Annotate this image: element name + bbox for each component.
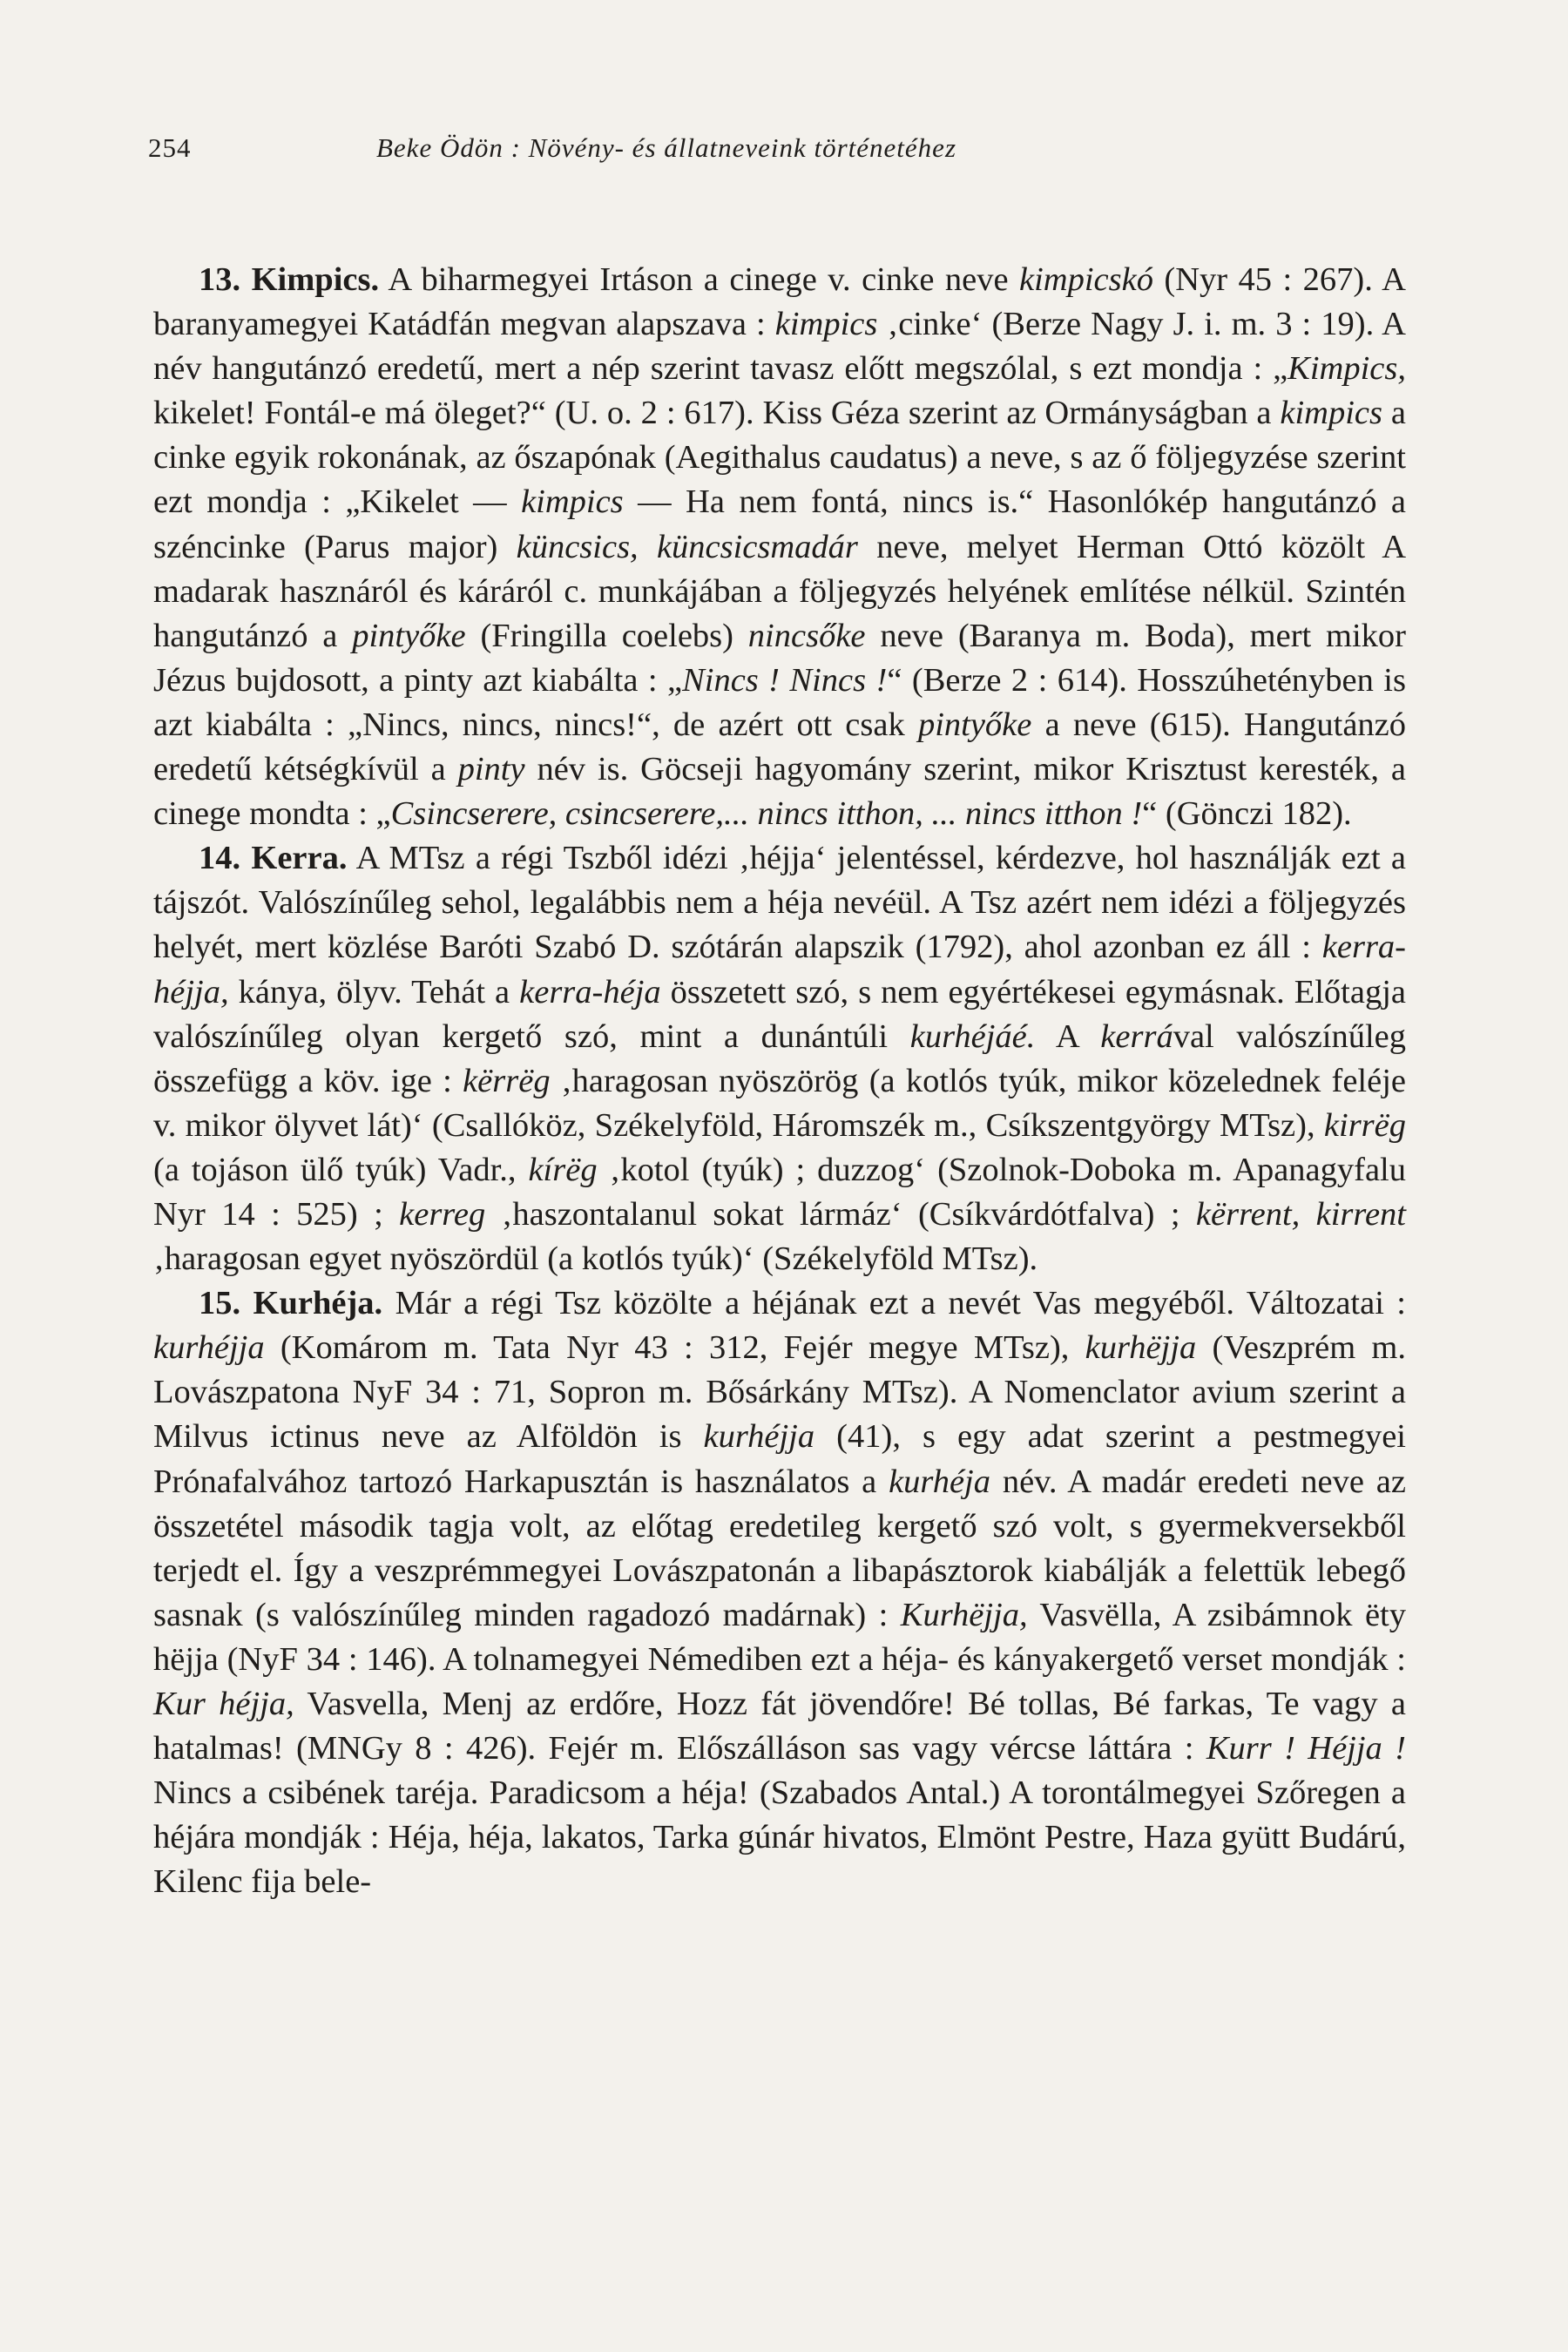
italic-term: Kur héjja,	[153, 1686, 294, 1722]
italic-term: kurhëjja	[1085, 1329, 1197, 1367]
entry-number: 15.	[199, 1285, 241, 1322]
italic-term: pintyőke	[917, 706, 1032, 743]
entry-number: 14.	[199, 840, 241, 877]
text-run: “ (Gönczi 182).	[1142, 795, 1352, 833]
text-run: a neve (615). Hangutánzó eredetű kétségkívül a	[153, 706, 1406, 788]
text-run: — Ha nem fontá, nincs is.“ Hasonlókép hangutánzó a széncinke (Parus major)	[153, 483, 1406, 565]
italic-term: kërrent, kirrent	[1195, 1195, 1407, 1233]
text-run: A biharmegyei Irtáson a cinege v. cinke neve	[379, 261, 1020, 298]
text-run: neve (Baranya m. Boda), mert mikor Jézus bujdosott, a pinty azt kiabálta : „	[153, 617, 1406, 699]
italic-term: kurhéjáé.	[909, 1017, 1036, 1055]
text-run: név. A madár eredeti neve az összetétel második tagja volt, az előtag eredetileg kergető szó volt, s gyermekversekből terjedt el. Így a veszprémmegyei Lovászpatonán a libapásztorok kiabálják a felettük lebegő sasnak (s valószínűleg minden ragadozó madárnak) :	[153, 1463, 1406, 1633]
text-run: ‚haragosan egyet nyöszördül (a kotlós tyúk)‘ (Székelyföld MTsz).	[153, 1240, 1038, 1278]
italic-term: kërrëg	[463, 1062, 551, 1099]
italic-term: pintyőke	[352, 617, 466, 654]
text-run: ‚haszontalanul sokat lármáz‘ (Csíkvárdótfalva) ;	[485, 1195, 1196, 1233]
text-run: (Fringilla coelebs)	[465, 617, 748, 654]
entry-14	[153, 836, 1406, 1281]
entry-headword: Kurhéja.	[253, 1285, 383, 1322]
text-run: (Nyr 45 : 267). A baranyamegyei Katádfán megvan alapszava :	[153, 261, 1406, 343]
italic-term: kerreg	[399, 1195, 486, 1233]
entry-heading	[199, 1285, 382, 1321]
text-run: ‚haragosan nyöszörög (a kotlós tyúk, mikor közelednek feléje v. mikor ölyvet lát)‘ (Csallóköz, Székelyföld, Háromszék m., Csíkszentgyörgy MTsz),	[153, 1062, 1406, 1144]
italic-term: Kimpics,	[1288, 350, 1406, 388]
italic-term: kírëg	[528, 1151, 598, 1188]
italic-term: küncsics, küncsicsmadár	[516, 528, 858, 565]
text-run: Már a régi Tsz közölte a héjának ezt a nevét Vas megyéből. Változatai :	[382, 1285, 1407, 1322]
text-run: kánya, ölyv. Tehát a	[228, 973, 520, 1010]
page-header	[148, 132, 1185, 176]
entry-body	[153, 1285, 1406, 1900]
text-run: (a tojáson ülő tyúk) Vadr.,	[153, 1151, 529, 1188]
italic-term: kurhéjja	[153, 1329, 265, 1367]
text-run: ‚cinke‘ (Berze Nagy J. i. m. 3 : 19). A név hangutánzó eredetű, mert a nép szerint tavasz előtt megszólal, s ezt mondja : „	[153, 306, 1406, 388]
entry-15	[153, 1281, 1406, 1904]
text-run: a cinke egyik rokonának, az őszapónak (Aegithalus caudatus) a neve, s az ő följegyzése szerint ezt mondja : „Kikelet —	[153, 395, 1406, 521]
entry-body	[153, 840, 1406, 1277]
italic-term: kurhéjja	[703, 1418, 815, 1456]
italic-term: pinty	[457, 751, 525, 788]
text-run: kikelet! Fontál-e má öleget?“ (U. o. 2 : 617). Kiss Géza szerint az Ormányságban a	[153, 395, 1281, 432]
entry-headword: Kimpics.	[251, 261, 380, 298]
entry-heading	[199, 261, 379, 298]
running-title: Beke Ödön : Növény- és állatneveink történetéhez	[375, 132, 957, 163]
italic-term: kimpics	[1280, 395, 1382, 432]
entry-body	[153, 261, 1406, 832]
entry-headword: Kerra.	[251, 840, 348, 877]
text-run: “ (Berze 2 : 614). Hosszúhetényben is azt kiabálta : „Nincs, nincs, nincs!“, de azért ott csak	[153, 661, 1406, 743]
italic-term: kerrá	[1100, 1017, 1173, 1055]
italic-term: kurhéja	[889, 1463, 990, 1500]
text-run: A MTsz a régi Tszből idézi ‚héjja‘ jelentéssel, kérdezve, hol használják ezt a tájszót. Valószínűleg sehol, legalábbis nem a héja nevéül. A Tsz azért nem idézi a följegyzés helyét, mert közlése Baróti Szabó D. szótárán alapszik (1792), ahol azonban ez áll :	[153, 840, 1407, 966]
italic-term: Nincs ! Nincs !	[682, 661, 888, 699]
text-run: ‚kotol (tyúk) ; duzzog‘ (Szolnok-Doboka m. Apanagyfalu Nyr 14 : 525) ;	[153, 1151, 1406, 1233]
entry-13	[153, 258, 1406, 836]
text-run: val valószínűleg összefügg a köv. ige :	[153, 1017, 1407, 1099]
text-run: név is. Göcseji hagyomány szerint, mikor Krisztust keresték, a cinege mondta : „	[153, 751, 1406, 833]
entry-number: 13.	[199, 261, 241, 298]
text-run: Nincs a csibének taréja. Paradicsom a héja! (Szabados Antal.) A torontálmegyei Szőregen a héjára mondják : Héja, héja, lakatos, Tarka gúnár hivatos, Elmönt Pestre, Haza gyütt Budárú, Kilenc fija bele-	[153, 1774, 1406, 1901]
italic-term: kimpics	[774, 306, 878, 343]
italic-term: kimpicskó	[1019, 261, 1153, 298]
text-run: (Veszprém m. Lovászpatona NyF 34 : 71, Sopron m. Bősárkány MTsz). A Nomenclator avium szerint a Milvus ictinus neve az Alföldön is	[153, 1329, 1406, 1456]
italic-term: kerra-héjja,	[153, 929, 1406, 1010]
text-run: (Komárom m. Tata Nyr 43 : 312, Fejér megye MTsz),	[264, 1329, 1085, 1367]
italic-term: Csincserere, csincserere,... nincs itthon, ... nincs itthon !	[390, 795, 1143, 833]
italic-term: Kurhëjja,	[900, 1596, 1028, 1633]
page-number: 254	[148, 132, 192, 163]
italic-term: kimpics	[521, 483, 624, 521]
entry-heading	[199, 840, 347, 876]
italic-term: kirrëg	[1323, 1106, 1406, 1144]
italic-term: Kurr ! Héjja !	[1206, 1730, 1406, 1767]
body-text	[153, 258, 1406, 1904]
italic-term: nincsőke	[747, 617, 866, 654]
text-run: Vasvëlla, A zsibámnok ëty hëjja (NyF 34 : 146). A tolnamegyei Némediben ezt a héja- és kányakergető verset mondják :	[153, 1596, 1406, 1678]
text-run: neve, melyet Herman Ottó közölt A madarak hasznáról és káráról c. munkájában a följegyzés helyének említése nélkül. Szintén hangutánzó a	[153, 528, 1407, 654]
text-run: (41), s egy adat szerint a pestmegyei Prónafalvához tartozó Harkapusztán is használatos a	[153, 1418, 1406, 1500]
italic-term: kerra-héja	[519, 973, 661, 1010]
text-run: Vasvella, Menj az erdőre, Hozz fát jövendőre! Bé tollas, Bé farkas, Te vagy a hatalmas! (MNGy 8 : 426). Fejér m. Előszálláson sas vagy vércse láttára :	[153, 1686, 1406, 1767]
text-run: összetett szó, s nem egyértékesei egymásnak. Előtagja valószínűleg olyan kergető szó, mint a dunántúli	[153, 973, 1406, 1055]
text-run: A	[1035, 1017, 1101, 1055]
